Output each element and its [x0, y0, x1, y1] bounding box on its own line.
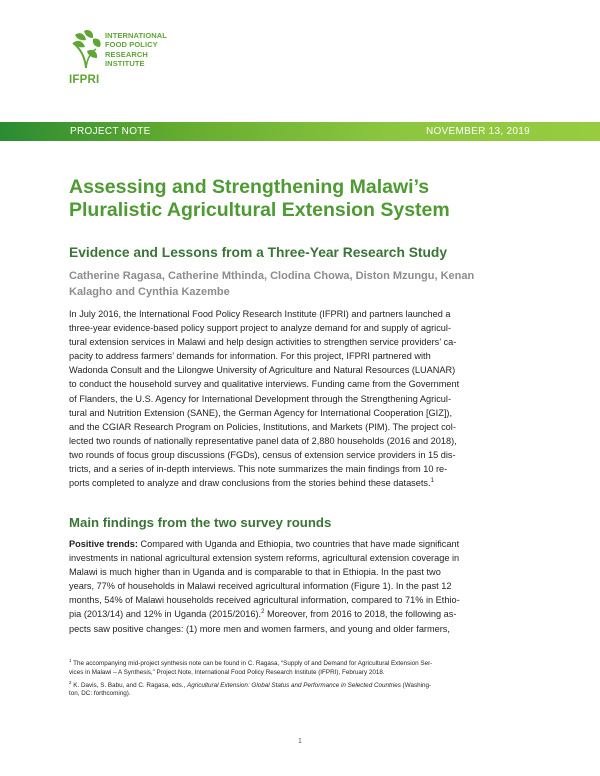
ifpri-logo	[69, 29, 179, 94]
paragraph-line: Wadonda Consult and the Lilongwe University of Agriculture and Natural Resources (LUANAR)	[69, 365, 456, 376]
lead-in-bold: Positive trends:	[69, 539, 138, 549]
paragraph-line	[69, 607, 534, 621]
paragraph-line: months, 54% of Malawi households received agricultural information, compared to 71% in Ethio-	[69, 595, 460, 606]
wheat-leaf-icon	[69, 29, 103, 69]
document-title	[69, 176, 539, 222]
paragraph-line	[69, 537, 534, 551]
paragraph-line: tricts, and a series of in-depth interviews. This note summarizes the main findings from 10 re-	[69, 464, 448, 475]
paragraph-line: years, 77% of households in Malawi received agricultural information (Figure 1). In the past 12	[69, 581, 452, 592]
footnote-number: 1	[69, 657, 72, 663]
footnote-1	[69, 657, 534, 678]
logo-line: RESEARCH	[105, 49, 148, 59]
project-note-band	[0, 122, 600, 141]
paragraph-text: Moreover, from 2016 to 2018, the following as-	[264, 609, 457, 620]
footnote-ref-2[interactable]: 2	[261, 609, 265, 616]
footnote-ref-1[interactable]: 1	[430, 478, 434, 485]
paragraph-text: pia (2013/14) and 12% in Uganda (2015/2016).	[69, 609, 262, 620]
findings-paragraph	[69, 537, 534, 636]
paragraph-text: ports completed to analyze and draw conclusions from the stories behind these datasets.	[69, 478, 431, 489]
author-line: Kalagho and Cynthia Kazembe	[69, 285, 230, 298]
logo-line: FOOD POLICY	[105, 40, 158, 50]
footnote-text: (Washing-	[400, 681, 432, 689]
paragraph-line: Malawi is much higher than in Uganda and is comparable to that in Ethiopia. In the past two	[69, 567, 441, 578]
paragraph-line	[69, 476, 534, 490]
logo-line: INTERNATIONAL	[105, 31, 167, 40]
footnote-line	[69, 679, 534, 691]
footnote-text: The accompanying mid-project synthesis note can be found in C. Ragasa, “Supply of and Demand for Agricultural Extension Ser-	[71, 660, 433, 667]
footnote-number: 2	[69, 679, 72, 685]
paragraph-line: tural extension services in Malawi and help design activities to strengthen service providers’ ca-	[69, 337, 457, 348]
paragraph-line: tural and Nutrition Extension (SANE), the German Agency for International Cooperation [GIZ]),	[69, 407, 452, 418]
logo-institution-name	[105, 31, 185, 68]
paragraph-line: pacity to address farmers’ demands for information. For this project, IFPRI partnered with	[69, 351, 431, 362]
paragraph-text: Compared with Uganda and Ethiopia, two countries that have made significant	[137, 539, 460, 549]
footnote-line	[69, 657, 534, 669]
paragraph-line: three-year evidence-based policy support project to analyze demand for and supply of agricul-	[69, 323, 452, 334]
footnote-line: vices in Malawi – A Synthesis,” Project Note, International Food Policy Research Institute (IFPRI), February 2018.	[69, 668, 385, 676]
footnote-text: K. Davis, S. Babu, and C. Ragasa, eds.,	[71, 681, 188, 689]
logo-line: INSTITUTE	[105, 58, 145, 68]
document-type-label: PROJECT NOTE	[70, 126, 151, 137]
paragraph-line: to conduct the household survey and qualitative interviews. Funding came from the Government	[69, 379, 460, 390]
author-line: Catherine Ragasa, Catherine Mthinda, Clodina Chowa, Diston Mzungu, Kenan	[69, 270, 475, 282]
section-heading: Main findings from the two survey rounds	[69, 515, 332, 530]
logo-acronym: IFPRI	[69, 74, 100, 86]
cited-book-title: Agricultural Extension: Global Status and Performance in Selected Countries	[187, 681, 401, 689]
paragraph-line: lected two rounds of nationally representative panel data of 2,880 households (2016 and 2018),	[69, 435, 457, 446]
publication-date: NOVEMBER 13, 2019	[425, 126, 530, 137]
paragraph-line: and the CGIAR Research Program on Policies, Institutions, and Markets (PIM). The project col-	[69, 421, 456, 432]
author-list	[69, 269, 539, 300]
document-subtitle: Evidence and Lessons from a Three-Year Research Study	[69, 245, 448, 260]
paragraph-line: two rounds of focus group discussions (FGDs), census of extension service providers in 15 dis-	[69, 449, 456, 460]
intro-paragraph	[69, 307, 534, 490]
footnotes	[69, 657, 534, 703]
footnote-2	[69, 679, 534, 700]
paragraph-line: investments in national agricultural extension system reforms, agricultural extension coverage in	[69, 553, 460, 564]
paragraph-line: In July 2016, the International Food Policy Research Institute (IFPRI) and partners launched a	[69, 309, 451, 319]
paragraph-line: of Flanders, the U.S. Agency for International Development through the Strengthening Agricul-	[69, 393, 452, 404]
title-line: Assessing and Strengthening Malawi’s	[69, 176, 430, 198]
page-number: 1	[298, 738, 302, 745]
paragraph-line: pects saw positive changes: (1) more men and women farmers, and young and older farmers,	[69, 623, 450, 634]
title-line: Pluralistic Agricultural Extension System	[69, 199, 450, 221]
footnote-line: ton, DC: forthcoming).	[69, 690, 131, 698]
